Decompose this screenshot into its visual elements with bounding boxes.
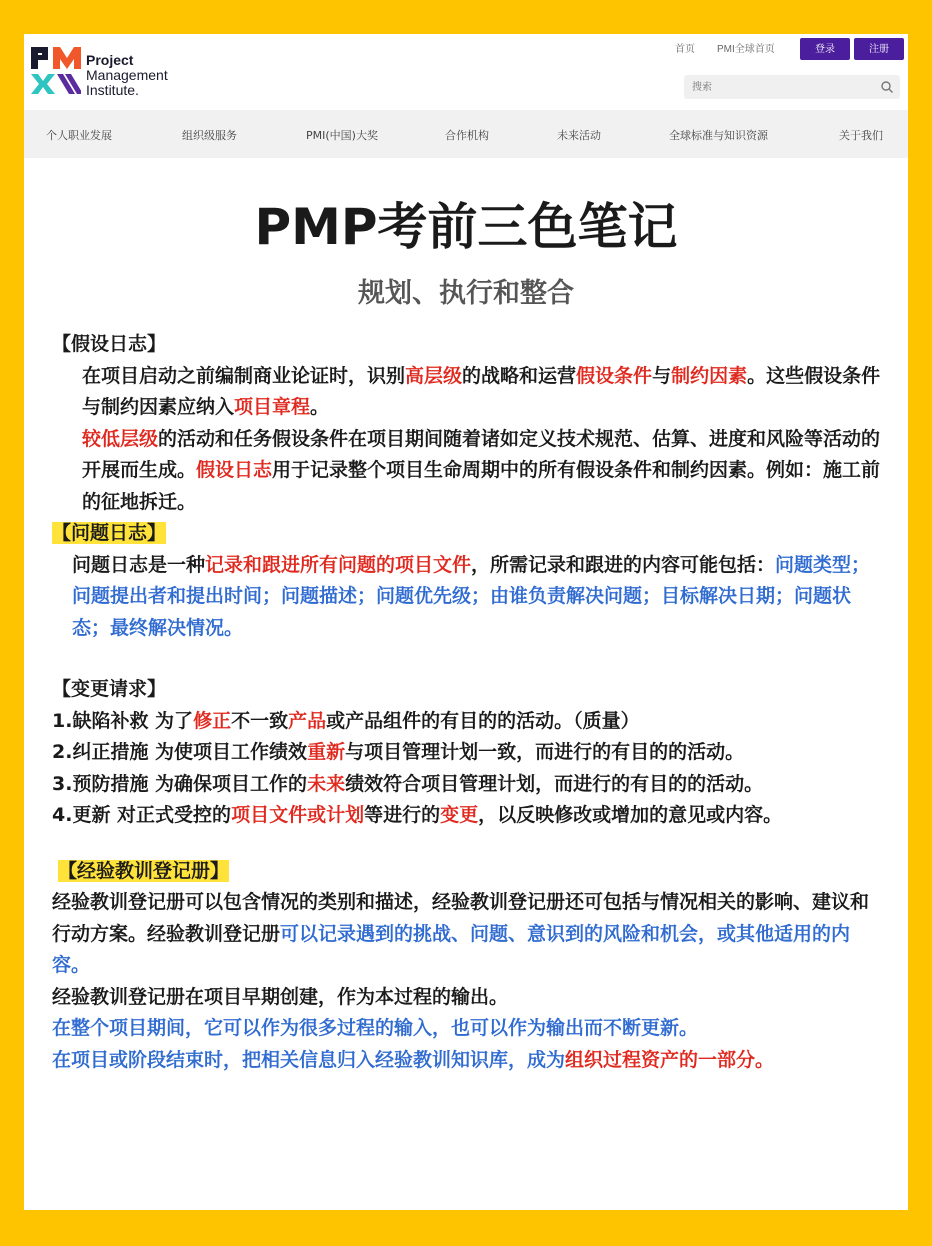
issue-heading (52, 518, 882, 550)
pmi-logo-icon (29, 44, 81, 94)
register-button[interactable]: 注册 (854, 38, 904, 60)
text-segment: 与项目管理计划一致，而进行的有目的的活动。 (345, 741, 745, 763)
text-segment-blue: 在项目或阶段结束时，把相关信息归入经验教训知识库，成为 (52, 1048, 566, 1071)
change-item-1 (52, 706, 882, 738)
text-segment: 2.纠正措施 为使项目工作绩效 (52, 741, 308, 763)
text-segment: 。这些假设条件与制约因素应纳入 (82, 364, 881, 418)
login-button[interactable]: 登录 (800, 38, 850, 60)
text-segment: 1.缺陷补救 为了 (52, 709, 194, 732)
page-title: PMP考前三色笔记 (254, 198, 678, 256)
change-item-4 (52, 800, 882, 832)
nav-item-awards[interactable]: PMI(中国)大奖 (306, 129, 378, 142)
pmi-global-link[interactable]: PMI全球首页 (717, 44, 775, 55)
nav-item-standards[interactable]: 全球标准与知识资源 (669, 129, 768, 142)
text-segment: 与 (652, 364, 672, 387)
change-item-3 (52, 769, 882, 801)
text-segment: 等进行的 (364, 804, 441, 826)
text-segment: 的活动和任务假设条件在项目期间随着诸如定义技术规范、估算、进度和风险等活动的开展而生成。 (82, 427, 881, 481)
text-segment-red: 组织过程资产的一部分。 (565, 1048, 775, 1071)
logo-line-2: Management (86, 67, 168, 83)
text-segment: ，所需记录和跟进的内容可能包括： (471, 553, 776, 576)
lessons-heading (52, 856, 882, 888)
text-segment: 4.更新 对正式受控的 (52, 804, 232, 826)
spacer (52, 832, 882, 856)
home-link[interactable]: 首页 (675, 44, 695, 55)
text-segment: 用于记录整个项目生命周期中的所有假设条件和制约因素。例如：施工前的征地拆迁。 (82, 459, 881, 513)
nav-item-partners[interactable]: 合作机构 (445, 129, 489, 142)
text-segment-red: 制约因素 (671, 364, 748, 387)
text-segment: 。 (310, 396, 330, 418)
text-segment-red: 记录和跟进所有问题的项目文件 (205, 553, 472, 576)
nav-item-about[interactable]: 关于我们 (839, 129, 883, 142)
text-segment: 3.预防措施 为确保项目工作的 (52, 772, 308, 795)
change-item-2 (52, 737, 882, 769)
text-segment-blue: 问题类型；问题提出者和提出时间；问题描述；问题优先级；由谁负责解决问题；目标解决日期；问题状态；最终解决情况。 (72, 553, 871, 639)
article-body (52, 329, 882, 1076)
text-segment-red: 假设条件 (576, 364, 653, 387)
text-segment-red: 未来 (307, 772, 346, 795)
logo-line-1: Project (86, 52, 134, 68)
text-segment-blue: 可以记录遇到的挑战、问题、意识到的风险和机会，或其他适用的内容。 (52, 922, 851, 976)
text-segment-red: 高层级 (405, 364, 463, 387)
text-segment-red: 修正 (193, 709, 232, 732)
nav-item-org-services[interactable]: 组织级服务 (182, 129, 237, 142)
text-segment-red: 项目文件或计划 (231, 804, 365, 826)
text-segment: 在项目启动之前编制商业论证时，识别 (82, 364, 406, 387)
text-segment-red: 产品 (288, 709, 327, 732)
text-segment: 不一致 (231, 709, 289, 732)
spacer (52, 644, 882, 674)
assumption-paragraph-2 (52, 424, 882, 519)
main-nav (24, 110, 908, 158)
lessons-paragraph-1 (52, 887, 882, 982)
pmi-logo[interactable] (29, 44, 199, 98)
text-segment-red: 较低层级 (82, 427, 159, 450)
highlighted-heading: 【经验教训登记册】 (58, 859, 230, 882)
text-segment-red: 项目章程 (234, 396, 311, 418)
lessons-paragraph-3: 在整个项目期间，它可以作为很多过程的输入，也可以作为输出而不断更新。 (52, 1017, 699, 1039)
text-segment-red: 变更 (440, 804, 479, 826)
text-segment: 或产品组件的有目的的活动。（质量） (326, 709, 640, 732)
search-input[interactable] (692, 78, 872, 96)
logo-line-3: Institute. (86, 82, 139, 98)
assumption-paragraph-1 (52, 361, 882, 424)
site-header (24, 34, 908, 110)
page (24, 34, 908, 1210)
text-segment-red: 假设日志 (196, 459, 273, 481)
logo-text (86, 53, 168, 98)
nav-item-career[interactable]: 个人职业发展 (46, 129, 112, 142)
lessons-paragraph-4 (52, 1045, 882, 1077)
text-segment-red: 重新 (307, 741, 346, 763)
text-segment: 绩效符合项目管理计划，而进行的有目的的活动。 (345, 772, 764, 795)
page-subtitle: 规划、执行和整合 (358, 278, 574, 309)
text-segment: 问题日志是一种 (72, 553, 206, 576)
text-segment: 经验教训登记册可以包含情况的类别和描述，经验教训登记册还可包括与情况相关的影响、建议和行动方案。经验教训登记册 (52, 891, 870, 945)
lessons-paragraph-2: 经验教训登记册在项目早期创建，作为本过程的输出。 (52, 985, 509, 1008)
nav-item-events[interactable]: 未来活动 (557, 129, 601, 142)
change-heading: 【变更请求】 (52, 678, 167, 700)
text-segment: 的战略和运营 (462, 364, 577, 387)
highlighted-heading: 【问题日志】 (52, 522, 167, 544)
text-segment: ，以反映修改或增加的意见或内容。 (478, 804, 783, 826)
assumption-heading: 【假设日志】 (52, 333, 167, 355)
search-box (684, 75, 900, 99)
search-icon[interactable] (880, 80, 894, 94)
issue-paragraph-1 (52, 550, 882, 645)
